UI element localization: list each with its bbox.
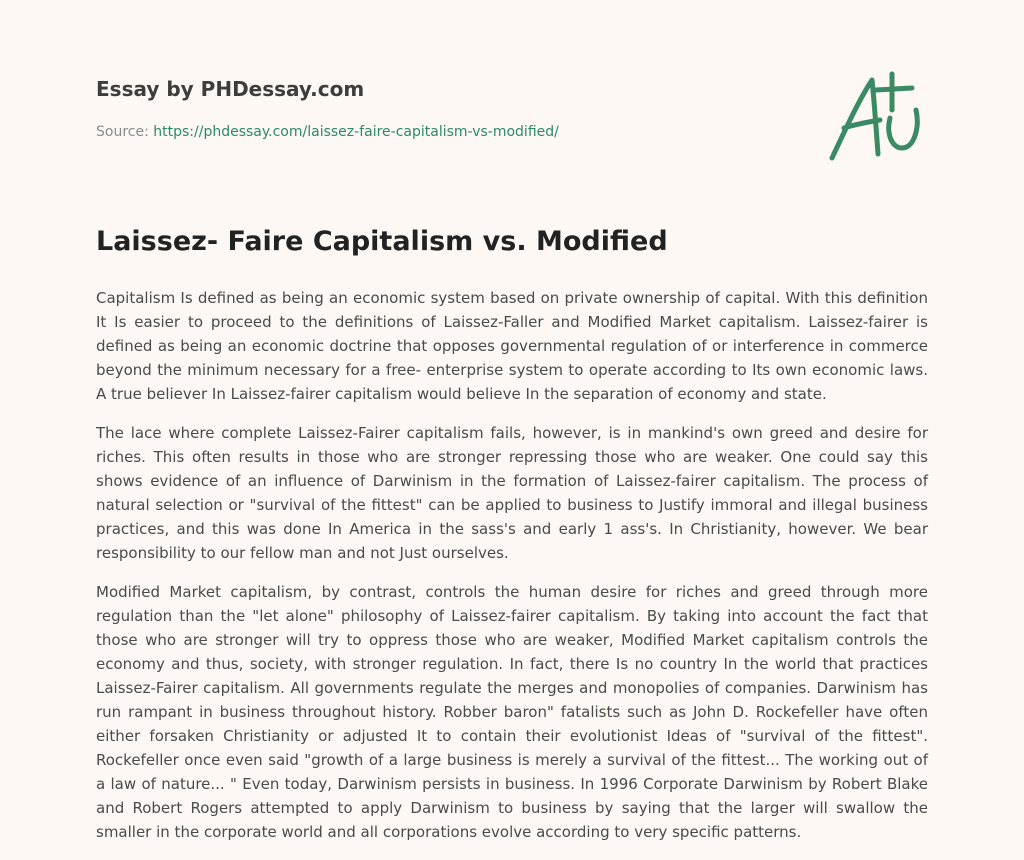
essay-body [96, 286, 928, 859]
source-link[interactable]: https://phdessay.com/laissez-faire-capitalism-vs-modified/ [153, 124, 559, 140]
site-brand: Essay by PHDessay.com [96, 77, 365, 101]
essay-title: Laissez- Faire Capitalism vs. Modified [96, 226, 668, 257]
source-label: Source: [96, 124, 154, 140]
essay-paragraph: The lace where complete Laissez-Fairer capitalism fails, however, is in mankind's own greed and desire for riches. This often results in those who are stronger repressing those who are weaker. One could say this shows evidence of an influence of Darwinism in the formation of Laissez-fairer capitalism. The process of natural selection or "survival of the fittest" can be applied to business to Justify immoral and illegal business practices, and this was done In America in the sass's and early 1 ass's. In Christianity, however. We bear responsibility to our fellow man and not Just ourselves. [96, 424, 928, 562]
a-plus-grade-icon [826, 68, 926, 164]
essay-paragraph: Capitalism Is defined as being an economic system based on private ownership of capital. With this definition It Is easier to proceed to the definitions of Laissez-Faller and Modified Market capitalism. Laissez-fairer is defined as being an economic doctrine that opposes governmental regulation of or interference in commerce beyond the minimum necessary for a free- enterprise system to operate according to Its own economic laws. A true believer In Laissez-fairer capitalism would believe In the separation of economy and state. [96, 289, 928, 403]
source-line [96, 124, 559, 140]
essay-paragraph: Modified Market capitalism, by contrast, controls the human desire for riches and greed through more regulation than the "let alone" philosophy of Laissez-fairer capitalism. By taking into account the fact that those who are stronger will try to oppress those who are weaker, Modified Market capitalism controls the economy and thus, society, with stronger regulation. In fact, there Is no country In the world that practices Laissez-Fairer capitalism. All governments regulate the merges and monopolies of companies. Darwinism has run rampant in business throughout history. Robber baron" fatalists such as John D. Rockefeller have often either forsaken Christianity or adjusted It to contain their evolutionist Ideas of "survival of the fittest". Rockefeller once even said "growth of a large business is merely a survival of the fittest... The working out of a law of nature... " Even today, Darwinism persists in business. In 1996 Corporate Darwinism by Robert Blake and Robert Rogers attempted to apply Darwinism to business by saying that the larger will swallow the smaller in the corporate world and all corporations evolve according to very specific patterns. [96, 583, 928, 841]
essay-header [96, 0, 936, 180]
